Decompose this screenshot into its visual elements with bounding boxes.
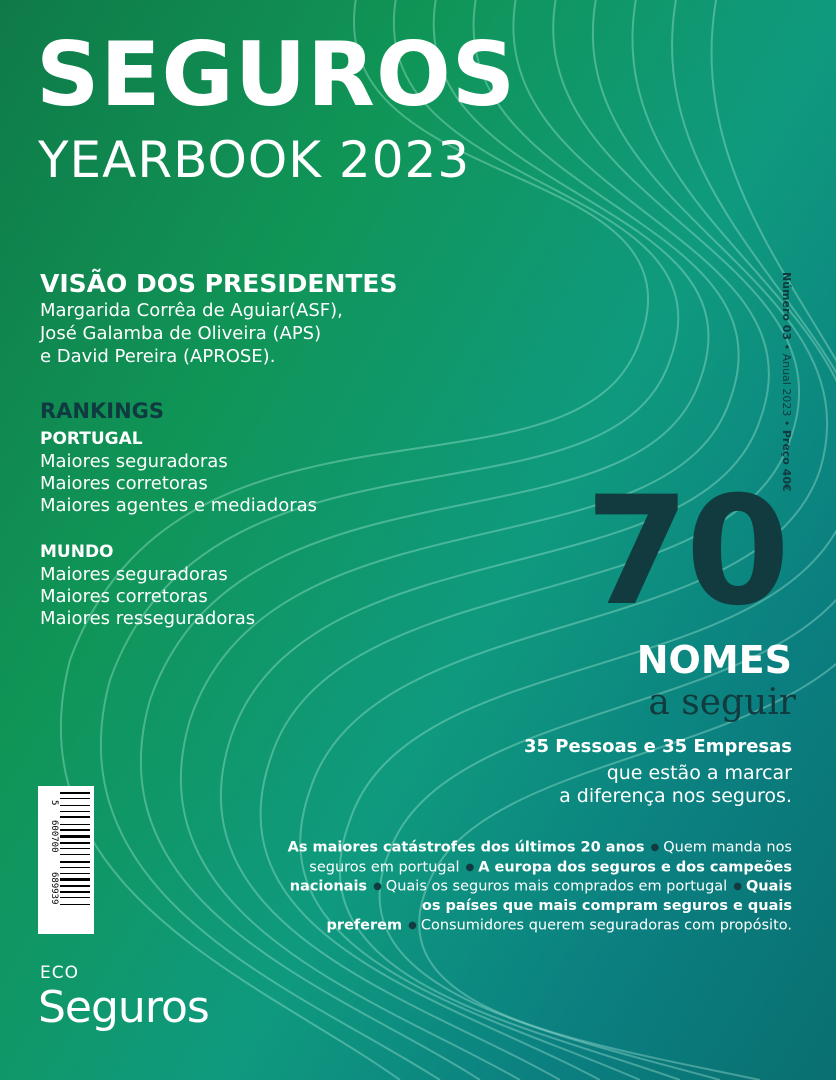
barcode-bar [60, 811, 90, 812]
ranking-item: Maiores corretoras [40, 586, 208, 607]
topic-item: Quais os países que mais compram seguros e quais preferem [326, 878, 792, 933]
topic-item: Quais os seguros mais comprados em portugal [385, 878, 728, 895]
magazine-subtitle: YEARBOOK 2023 [38, 131, 471, 189]
ranking-item: Maiores corretoras [40, 473, 208, 494]
topic-item: A europa dos seguros e dos campeões nacionais [289, 859, 792, 895]
bullet-dot-icon: ● [373, 881, 382, 892]
feature-tagline: a diferença nos seguros. [559, 785, 792, 807]
issue-period: Anual 2023 [780, 353, 793, 417]
issue-number: Número 03 [780, 272, 793, 341]
issue-info [780, 272, 792, 492]
mundo-heading: MUNDO [40, 542, 114, 562]
topics-list [270, 838, 792, 935]
barcode-bar [60, 878, 90, 881]
issue-separator: • [780, 340, 793, 354]
barcode [38, 786, 94, 934]
topic-item: Consumidores querem seguradoras com propósito. [420, 917, 792, 933]
barcode-bar [60, 835, 90, 838]
ranking-item: Maiores seguradoras [40, 451, 228, 472]
barcode-bar [60, 867, 90, 868]
barcode-digits: 600700 [49, 820, 59, 853]
barcode-bar [60, 854, 90, 855]
ranking-item: Maiores resseguradoras [40, 608, 256, 629]
presidents-line: José Galamba de Oliveira (APS) [40, 323, 322, 344]
issue-price: Preço 40€ [780, 429, 793, 492]
brand-eco: ECO [40, 963, 79, 983]
barcode-bar [60, 798, 90, 799]
magazine-title: SEGUROS [36, 23, 517, 126]
barcode-bar [60, 861, 90, 863]
rankings-heading: RANKINGS [40, 399, 165, 423]
feature-title: NOMES [636, 638, 792, 682]
bullet-dot-icon: ● [650, 842, 660, 853]
barcode-bar [60, 829, 90, 831]
presidents-heading: VISÃO DOS PRESIDENTES [40, 269, 398, 298]
bullet-dot-icon: ● [408, 919, 417, 931]
barcode-bar [60, 824, 90, 825]
bullet-dot-icon: ● [465, 861, 475, 873]
barcode-bar [60, 848, 90, 849]
topic-item: As maiores catástrofes dos últimos 20 anos [287, 839, 645, 856]
barcode-bar [60, 904, 90, 905]
barcode-bar [60, 891, 90, 893]
barcode-digits: 689939 [49, 872, 59, 905]
barcode-bar [60, 816, 90, 818]
topic-item: Quem manda nos seguros em portugal [309, 839, 792, 875]
barcode-bar [60, 873, 90, 874]
barcode-bar [60, 885, 90, 887]
ranking-item: Maiores agentes e mediadoras [40, 495, 318, 516]
brand-logo: Seguros [38, 982, 209, 1033]
portugal-heading: PORTUGAL [40, 429, 143, 449]
barcode-bar [60, 805, 90, 806]
ranking-item: Maiores seguradoras [40, 564, 228, 585]
bullet-dot-icon: ● [733, 881, 742, 892]
presidents-line: e David Pereira (APROSE). [40, 346, 276, 367]
feature-tagline-bold: 35 Pessoas e 35 Empresas [523, 736, 792, 757]
barcode-digits: 5 [49, 800, 59, 806]
feature-subtitle: a seguir [648, 682, 796, 723]
presidents-line: Margarida Corrêa de Aguiar(ASF), [40, 300, 343, 321]
issue-separator: • [780, 416, 793, 430]
barcode-bar [60, 842, 90, 844]
feature-number: 70 [585, 465, 786, 639]
feature-tagline: que estão a marcar [606, 762, 792, 784]
barcode-bar [60, 792, 90, 794]
barcode-bar [60, 897, 90, 898]
